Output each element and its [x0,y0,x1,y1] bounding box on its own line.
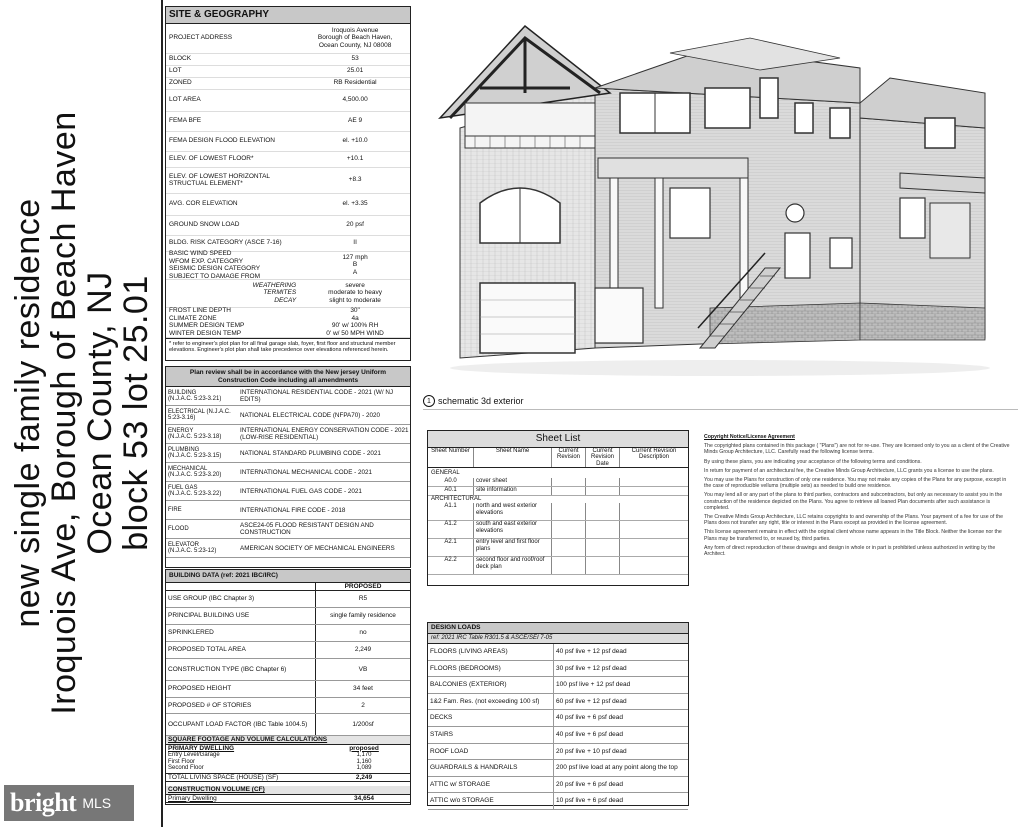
copyright-paragraph: You may lend all or any part of the plans to third parties, contractors and subcontractors, but only as necessary to assist you in the construction of the residence depicted on the Plans. You agree to retrieve all loaned Plan documents after such assistance is completed. [704,492,1003,511]
site-row-label: FEMA DESIGN FLOOD ELEVATION [169,137,275,145]
building-row-value: 2,249 [354,646,372,654]
code-standard: INTERNATIONAL FUEL GAS CODE - 2021 [240,487,362,495]
sheet-revision [552,478,586,486]
building-row [166,591,410,608]
building-row-label: PROPOSED # OF STORIES [166,698,316,713]
project-title [10,23,154,803]
building-data-table [165,569,411,805]
site-row-label: ELEV. OF LOWEST HORIZONTAL STRUCTUAL ELEMENT* [169,172,270,187]
building-row-value: 2 [361,701,365,709]
code-row [166,520,410,539]
sheet-row [428,487,688,496]
volume-value: 34,654 [354,794,374,802]
site-row-label: PROJECT ADDRESS [169,34,233,42]
codes-heading: Plan review shall be in accordance with the New jersey Uniform Construction Code including all amendments [166,367,410,387]
logo-bright-text: bright [10,788,77,817]
sheet-row [428,521,688,539]
header-current-revision: Current Revision [552,448,586,468]
sheet-list-table [427,430,689,586]
load-row [428,677,688,694]
load-value: 40 psf live + 12 psf dead [556,648,627,656]
load-value: 30 psf live + 12 psf dead [556,664,627,672]
building-rows [166,591,410,736]
code-standard: INTERNATIONAL FIRE CODE - 2018 [240,506,346,514]
code-standard: INTERNATIONAL MECHANICAL CODE - 2021 [240,468,373,476]
site-row-label: LOT [169,67,182,75]
title-line-3: Ocean County, NJ [81,271,119,555]
bright-mls-logo [4,785,134,821]
site-row-label: AVG. COR ELEVATION [169,200,238,208]
sheet-revision-date [586,557,620,574]
load-label: DECKS [428,710,554,726]
site-row-value: severe moderate to heavy slight to moderate [328,281,383,304]
sheet-number: A0.0 [428,478,474,486]
site-row [166,152,410,168]
code-row [166,387,410,406]
copyright-paragraph: The Creative Minds Group Architecture, LLC retains copyrights to and ownership of the Plans. Your payment of a fee for use of the Plans does not transfer any right, title or interest in the Plans except as provided in the license agreement. [704,514,1004,527]
building-row [166,608,410,625]
site-row-value: +8.3 [348,176,362,184]
sheet-list-header [428,448,688,469]
code-jurisdiction: ELECTRICAL (N.J.A.C. 5:23-3.16) [168,408,231,421]
site-row [166,168,410,194]
sheet-list-title: Sheet List [428,431,688,448]
building-row-value: 34 feet [353,685,373,693]
load-row [428,644,688,661]
general-rows [428,478,688,496]
site-row-value: RB Residential [333,79,377,87]
load-rows [428,644,688,810]
site-geography-table [165,6,411,361]
code-jurisdiction: FLOOD [168,525,189,532]
code-jurisdiction: ELEVATOR (N.J.A.C. 5:23-12) [168,541,217,554]
building-row [166,681,410,698]
header-revision-date: Current Revision Date [586,448,620,468]
site-row-value: II [353,239,357,247]
volume-label: Primary Dwelling [168,794,217,802]
copyright-paragraph: This license agreement remains in effect with the original client whose name appears in the Title Block. Neither the license nor the Plans may be transferred to, or reused by, third parties. [704,529,1002,542]
floor-value: 1,170 [356,752,372,758]
load-row [428,694,688,711]
site-row-value: 53 [351,55,359,63]
primary-dwelling-value-label: proposed [349,744,379,752]
sheet-name: site information [474,487,552,495]
site-row [166,112,410,132]
header-sheet-name: Sheet Name [474,448,552,468]
load-label: FLOORS (LIVING AREAS) [428,644,554,660]
building-row [166,714,410,736]
building-row-label: PROPOSED HEIGHT [166,681,316,697]
site-row-value: 30" 4a 90' w/ 100% RH 0' w/ 50 MPH WIND [326,307,384,337]
sheet-number: A0.1 [428,487,474,495]
site-row [166,78,410,90]
proposed-column-label: PROPOSED [344,582,382,590]
site-row-value: el. +3.35 [342,200,368,208]
site-row [166,216,410,236]
building-row-label: USE GROUP (IBC Chapter 3) [166,591,316,607]
load-row [428,744,688,761]
code-jurisdiction: MECHANICAL (N.J.A.C. 5:23-3.20) [168,465,222,478]
copyright-title: Copyright Notice/License Agreement [704,434,795,440]
building-row-label: OCCUPANT LOAD FACTOR (IBC Table 1004.5) [166,714,316,735]
title-line-1: new single family residence [9,198,47,628]
sheet-revision-description [620,503,688,520]
floor-label: Second Floor [168,765,204,771]
primary-dwelling-row [166,745,410,753]
building-row-value: VB [358,665,368,673]
sheet-revision-date [586,521,620,538]
site-row [166,280,410,308]
sheet-row [428,539,688,557]
sheet-number: A2.2 [428,557,474,574]
code-row [166,425,410,444]
logo-mls-text: MLS [82,795,112,811]
load-row [428,777,688,794]
site-row-label: BASIC WIND SPEED WFOM EXP. CATEGORY SEISMIC DESIGN CATEGORY SUBJECT TO DAMAGE FROM [169,250,261,280]
code-jurisdiction: ENERGY (N.J.A.C. 5:23-3.18) [168,427,222,440]
total-living-value: 2,249 [355,773,373,781]
site-row [166,54,410,66]
sheet-revision-date [586,503,620,520]
load-value: 60 psf live + 12 psf dead [556,697,627,705]
site-row [166,66,410,78]
building-row-label: CONSTRUCTION TYPE (IBC Chapter 6) [166,659,316,680]
building-row-label: PROPOSED TOTAL AREA [166,642,316,658]
building-row-value: single family residence [330,612,396,620]
site-row-value: 20 psf [346,221,364,229]
load-value: 40 psf live + 6 psf dead [556,714,624,722]
code-standard: ASCE24-05 FLOOD RESISTANT DESIGN AND CONSTRUCTION [240,522,374,536]
schematic-3d-exterior-rendering [420,8,1010,380]
load-label: ROOF LOAD [428,744,554,760]
code-row [166,482,410,501]
floor-value: 1,160 [356,758,372,765]
load-row [428,710,688,727]
code-row [166,539,410,558]
site-row-label: FEMA BFE [169,117,202,125]
load-row [428,793,688,810]
code-row [166,501,410,520]
sheet-revision-date [586,539,620,556]
sheet-name: south and east exterior elevations [474,521,552,538]
code-standard: NATIONAL ELECTRICAL CODE (NFPA70) - 2020 [240,411,380,419]
site-heading: SITE & GEOGRAPHY [166,7,410,24]
load-label: GUARDRAILS & HANDRAILS [428,760,554,776]
load-row [428,727,688,744]
site-row-value: el. +10.0 [342,137,368,145]
load-value: 40 psf live + 6 psf dead [556,731,624,739]
code-standard: AMERICAN SOCIETY OF MECHANICAL ENGINEERS [240,544,395,552]
code-row [166,406,410,425]
sheet-name: cover sheet [474,478,552,486]
caption-divider [423,409,1018,410]
sheet-revision [552,487,586,495]
volume-row [166,795,410,804]
site-row-value: 4,500.00 [342,96,368,104]
title-line-2: Iroquois Ave, Borough of Beach Haven [45,111,83,715]
code-jurisdiction: FIRE [168,506,182,513]
site-row-value: 127 mph B A [342,253,368,276]
floor-label: Entry Level/Garage [168,752,220,758]
site-note: * refer to engineer's plot plan for all final garage slab, foyer, first floor and structural member elevations. Engineer's plot plan shall take precedence over elevations referenced herein. [166,338,410,356]
volume-heading: CONSTRUCTION VOLUME (CF) [166,786,410,795]
site-row-label: ELEV. OF LOWEST FLOOR* [169,155,254,163]
site-row-label: LOT AREA [169,96,201,104]
load-value: 20 psf live + 6 psf dead [556,780,624,788]
sheet-revision [552,503,586,520]
total-living-label: TOTAL LIVING SPACE (HOUSE) (SF) [168,773,279,781]
building-row [166,659,410,681]
loads-heading: DESIGN LOADS [428,623,688,634]
building-row-label: SPRINKLERED [166,625,316,641]
code-jurisdiction: PLUMBING (N.J.A.C. 5:23-3.15) [168,446,222,459]
header-sheet-number: Sheet Number [428,448,474,468]
load-row [428,661,688,678]
sheet-revision-date [586,478,620,486]
load-value: 10 psf live + 6 psf dead [556,797,624,805]
load-value: 100 psf live + 12 psf dead [556,681,631,689]
copyright-notice [704,434,1010,560]
code-standard: NATIONAL STANDARD PLUMBING CODE - 2021 [240,449,381,457]
title-line-4: block 53 lot 25.01 [117,275,155,551]
title-strip [0,0,163,827]
sheet-revision [552,557,586,574]
loads-subheading: ref: 2021 IRC Table R301.5 & ASCE/SEI 7-05 [428,634,688,645]
sheet-row [428,478,688,487]
sq-footage-heading: SQUARE FOOTAGE AND VOLUME CALCULATIONS [166,736,410,745]
site-row-value: Iroquois Avenue Borough of Beach Haven, Ocean County, NJ 08008 [317,26,393,49]
load-value: 20 psf live + 10 psf dead [556,747,627,755]
site-row-label: WEATHERING TERMITES DECAY [252,281,297,304]
site-row-label: ZONED [169,79,192,87]
sheet-number: A2.1 [428,539,474,556]
sheet-revision-date [586,487,620,495]
load-label: ATTIC w/ STORAGE [428,777,554,793]
site-row [166,90,410,112]
sheet-name: north and west exterior elevations [474,503,552,520]
copyright-paragraph: In return for payment of an architectural fee, the Creative Minds Group Architecture, LLC grants you a license to use the plans. [704,467,994,474]
load-row [428,760,688,777]
site-row [166,24,410,54]
site-row [166,194,410,216]
site-row-label: FROST LINE DEPTH CLIMATE ZONE SUMMER DESIGN TEMP WINTER DESIGN TEMP [169,307,245,337]
floor-rows [166,752,410,772]
copyright-paragraphs [704,443,1010,557]
copyright-paragraph: The copyrighted plans contained in this package ( "Plans") are not for re-use. They are licensed only to you as a client of the Creative Minds Group Architecture, LLC. Carefully read the following license terms. [704,443,1010,456]
architectural-section-label: ARCHITECTURAL [431,495,482,502]
sheet-row [428,557,688,575]
sheet-revision [552,521,586,538]
code-row [166,444,410,463]
load-label: STAIRS [428,727,554,743]
sheet-name: entry level and first floor plans [474,539,552,556]
copyright-paragraph: Any form of direct reproduction of these drawings and design in whole or in part is prohibited unless authorized in writing by the Architect. [704,544,996,558]
load-label: ATTIC w/o STORAGE [428,793,554,809]
code-standard: INTERNATIONAL RESIDENTIAL CODE - 2021 (W/ NJ EDITS) [240,389,394,403]
load-label: 1&2 Fam. Res. (not exceeding 100 sf) [428,694,554,710]
general-section-label: GENERAL [431,470,460,476]
code-rows [166,387,410,558]
site-row-value: AE 9 [348,117,363,125]
building-row-value: 1/200sf [352,720,374,728]
sheet-revision-description [620,478,688,486]
building-row-label: PRINCIPAL BUILDING USE [166,608,316,624]
site-row [166,252,410,280]
sheet-revision [552,539,586,556]
site-row-label: BLDG. RISK CATEGORY (ASCE 7-16) [169,239,282,247]
site-row [166,308,410,338]
site-rows [166,24,410,338]
floor-value: 1,089 [356,765,372,771]
floor-label: First Floor [168,758,195,765]
design-loads-table [427,622,689,806]
architectural-rows [428,503,688,575]
building-row [166,625,410,642]
total-living-row [166,773,410,783]
sheet-name: second floor and roof/roof deck plan [474,557,552,574]
load-label: BALCONIES (EXTERIOR) [428,677,554,693]
site-row [166,132,410,152]
building-row [166,642,410,659]
floor-row [166,765,410,772]
code-jurisdiction: BUILDING (N.J.A.C. 5:23-3.21) [168,389,222,402]
sheet-number: A1.2 [428,521,474,538]
sheet-revision-description [620,487,688,495]
code-jurisdiction: FUEL GAS (N.J.A.C. 5:23-3.22) [168,484,222,497]
sheet-revision-description [620,521,688,538]
copyright-paragraph: You may use the Plans for construction of only one residence. You may not make any copies of the Plans for any purpose, except in the case of reproducible vellums (multiple sets) as needed to build one residence. [704,477,1007,490]
site-row-label: BLOCK [169,55,192,63]
caption-number-badge: 1 [423,395,435,407]
code-standard: INTERNATIONAL ENERGY CONSERVATION CODE - 2021 (LOW-RISE RESIDENTIAL) [240,427,409,441]
header-revision-description: Current Revision Description [631,447,677,460]
building-column-header [166,583,410,592]
building-row-value: no [359,629,367,637]
sheet-number: A1.1 [428,503,474,520]
site-row-value: 25.01 [346,67,364,75]
building-heading: BUILDING DATA (ref: 2021 IBC/IRC) [166,570,410,583]
render-caption [423,395,524,407]
load-value: 200 psf live load at any point along the top [556,764,678,772]
site-row-value: +10.1 [346,155,364,163]
site-row-label: GROUND SNOW LOAD [169,221,240,229]
code-compliance-table [165,366,411,568]
caption-text: schematic 3d exterior [438,396,524,406]
building-row [166,698,410,714]
building-row-value: R5 [358,595,368,603]
sheet-row [428,503,688,521]
primary-dwelling-label: PRIMARY DWELLING [168,744,235,752]
copyright-paragraph: By using these plans, you are indicating your acceptance of the following terms and conditions. [704,458,922,465]
sheet-revision-description [620,539,688,556]
load-label: FLOORS (BEDROOMS) [428,661,554,677]
code-row [166,463,410,482]
sheet-revision-description [620,557,688,574]
